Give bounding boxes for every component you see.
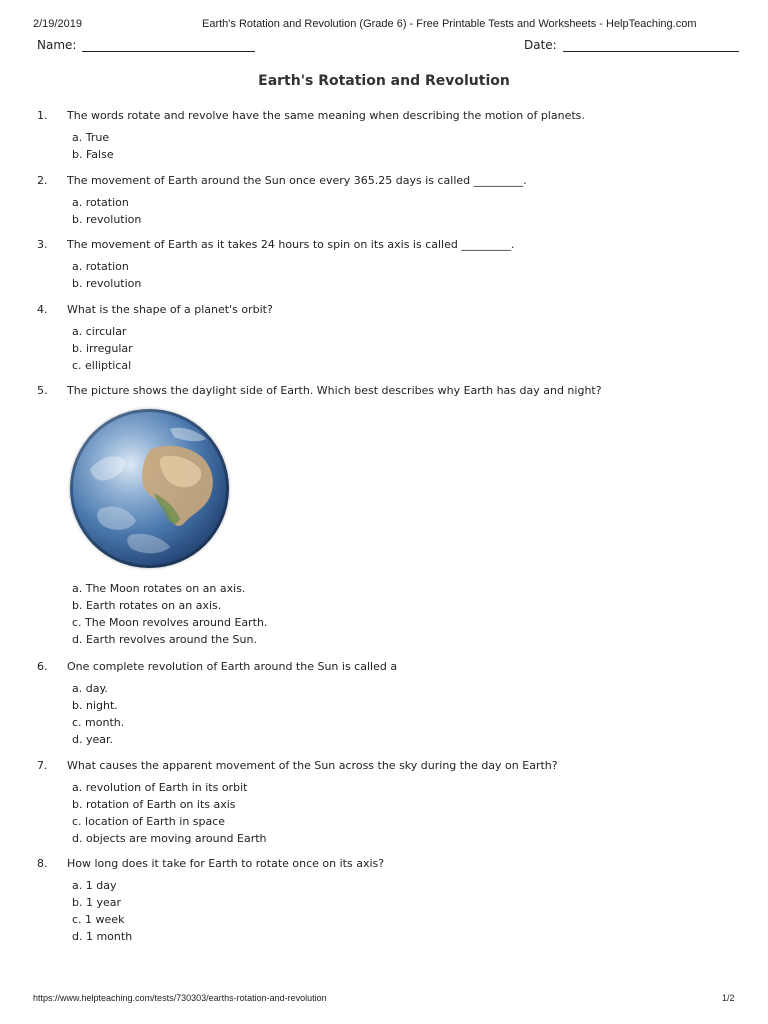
question-text: The movement of Earth as it takes 24 hours to spin on its axis is called _________. [67, 238, 515, 251]
question-number: 2. [37, 174, 48, 187]
answer-options [72, 779, 267, 847]
question-text: One complete revolution of Earth around the Sun is called a [67, 660, 398, 673]
question-number: 5. [37, 384, 48, 397]
answer-option: c. elliptical [72, 359, 132, 372]
answer-option: d. objects are moving around Earth [72, 832, 267, 845]
name-line [82, 40, 255, 52]
name-label: Name: [37, 38, 77, 52]
answer-option: b. night. [72, 699, 118, 712]
answer-option: b. rotation of Earth on its axis [72, 798, 236, 811]
answer-options [72, 129, 114, 163]
earth-continents [70, 409, 229, 568]
answer-options [72, 877, 132, 945]
question-number: 7. [37, 759, 48, 772]
answer-option: d. Earth revolves around the Sun. [72, 633, 257, 646]
answer-option: c. 1 week [72, 913, 125, 926]
earth-image [70, 409, 229, 568]
answer-options [72, 323, 133, 374]
answer-option: b. irregular [72, 342, 133, 355]
question-text: The picture shows the daylight side of Earth. Which best describes why Earth has day and night? [67, 384, 602, 397]
name-field [37, 38, 255, 52]
date-label: Date: [524, 38, 557, 52]
answer-option: a. 1 day [72, 879, 117, 892]
worksheet-title: Earth's Rotation and Revolution [258, 73, 510, 89]
answer-option: a. revolution of Earth in its orbit [72, 781, 248, 794]
question-number: 6. [37, 660, 48, 673]
date-field [524, 38, 739, 52]
question-number: 1. [37, 109, 48, 122]
answer-option: b. Earth rotates on an axis. [72, 599, 222, 612]
date-line [563, 40, 739, 52]
answer-options [72, 580, 267, 648]
question-number: 4. [37, 303, 48, 316]
page-header-title: Earth's Rotation and Revolution (Grade 6) - Free Printable Tests and Worksheets - HelpTeaching.com [202, 18, 697, 30]
answer-option: b. revolution [72, 277, 142, 290]
question-text: The words rotate and revolve have the same meaning when describing the motion of planets. [67, 109, 585, 122]
answer-option: a. The Moon rotates on an axis. [72, 582, 246, 595]
footer-url: https://www.helpteaching.com/tests/730303/earths-rotation-and-revolution [33, 993, 327, 1003]
answer-options [72, 258, 141, 292]
answer-options [72, 194, 141, 228]
question-number: 8. [37, 857, 48, 870]
answer-option: b. 1 year [72, 896, 122, 909]
answer-option: d. 1 month [72, 930, 133, 943]
answer-option: a. True [72, 131, 110, 144]
question-text: What is the shape of a planet's orbit? [67, 303, 273, 316]
answer-option: d. year. [72, 733, 114, 746]
answer-option: a. rotation [72, 196, 129, 209]
answer-option: a. circular [72, 325, 127, 338]
page-number: 1/2 [722, 993, 735, 1003]
question-text: The movement of Earth around the Sun once every 365.25 days is called _________. [67, 174, 527, 187]
question-text: How long does it take for Earth to rotate once on its axis? [67, 857, 385, 870]
answer-option: a. rotation [72, 260, 129, 273]
answer-option: a. day. [72, 682, 108, 695]
question-text: What causes the apparent movement of the Sun across the sky during the day on Earth? [67, 759, 558, 772]
answer-option: c. The Moon revolves around Earth. [72, 616, 268, 629]
answer-option: c. location of Earth in space [72, 815, 226, 828]
answer-option: b. False [72, 148, 114, 161]
print-date: 2/19/2019 [33, 18, 82, 30]
answer-option: c. month. [72, 716, 125, 729]
answer-option: b. revolution [72, 213, 142, 226]
question-number: 3. [37, 238, 48, 251]
answer-options [72, 680, 124, 748]
